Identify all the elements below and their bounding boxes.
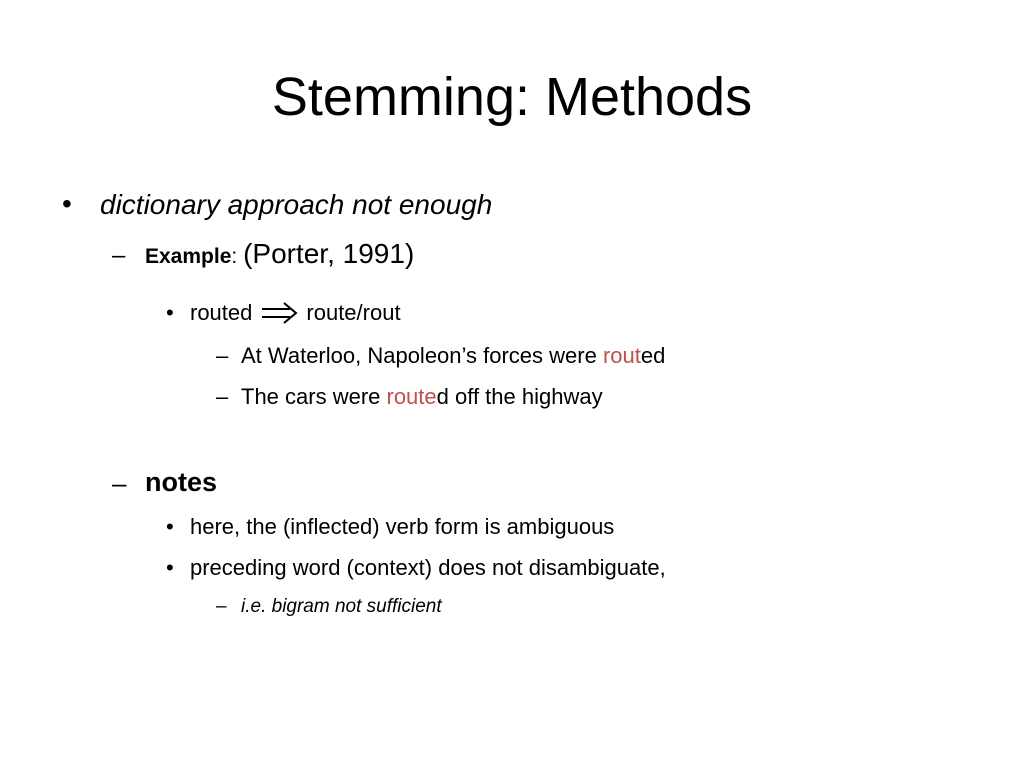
bullet-marker: • bbox=[62, 188, 72, 219]
double-right-arrow-icon bbox=[260, 301, 300, 325]
example-label: Example bbox=[145, 245, 232, 268]
bullet-waterloo bbox=[241, 343, 665, 369]
dash-marker: – bbox=[216, 596, 227, 617]
bullet-cars bbox=[241, 384, 603, 410]
example-colon: : bbox=[231, 245, 244, 268]
bullet-marker: • bbox=[166, 514, 174, 539]
dash-marker: – bbox=[216, 343, 229, 368]
slide-title: Stemming: Methods bbox=[271, 67, 753, 127]
dash-marker: – bbox=[112, 468, 127, 498]
routed-word: routed bbox=[190, 300, 253, 325]
dash-marker: – bbox=[216, 384, 229, 409]
waterloo-highlight: rout bbox=[602, 343, 641, 368]
route-rout-word: route/rout bbox=[306, 300, 401, 325]
note-context: preceding word (context) does not disambiguate, bbox=[190, 555, 666, 580]
example-citation: (Porter, 1991) bbox=[243, 238, 415, 269]
cars-highlight: route bbox=[386, 384, 437, 409]
bullet-dictionary-approach: dictionary approach not enough bbox=[100, 189, 493, 220]
waterloo-prefix: At Waterloo, Napoleon’s forces were bbox=[241, 343, 603, 368]
bullet-marker: • bbox=[166, 555, 174, 580]
dash-marker: – bbox=[112, 242, 126, 269]
bullet-routed bbox=[190, 300, 401, 326]
note-bigram: i.e. bigram not sufficient bbox=[241, 596, 442, 617]
note-ambiguous: here, the (inflected) verb form is ambiguous bbox=[190, 514, 615, 539]
bullet-notes: notes bbox=[145, 467, 218, 497]
bullet-marker: • bbox=[166, 300, 174, 325]
cars-prefix: The cars were bbox=[241, 384, 387, 409]
bullet-example bbox=[145, 237, 414, 271]
waterloo-suffix: ed bbox=[640, 343, 666, 368]
cars-suffix: d off the highway bbox=[436, 384, 603, 409]
